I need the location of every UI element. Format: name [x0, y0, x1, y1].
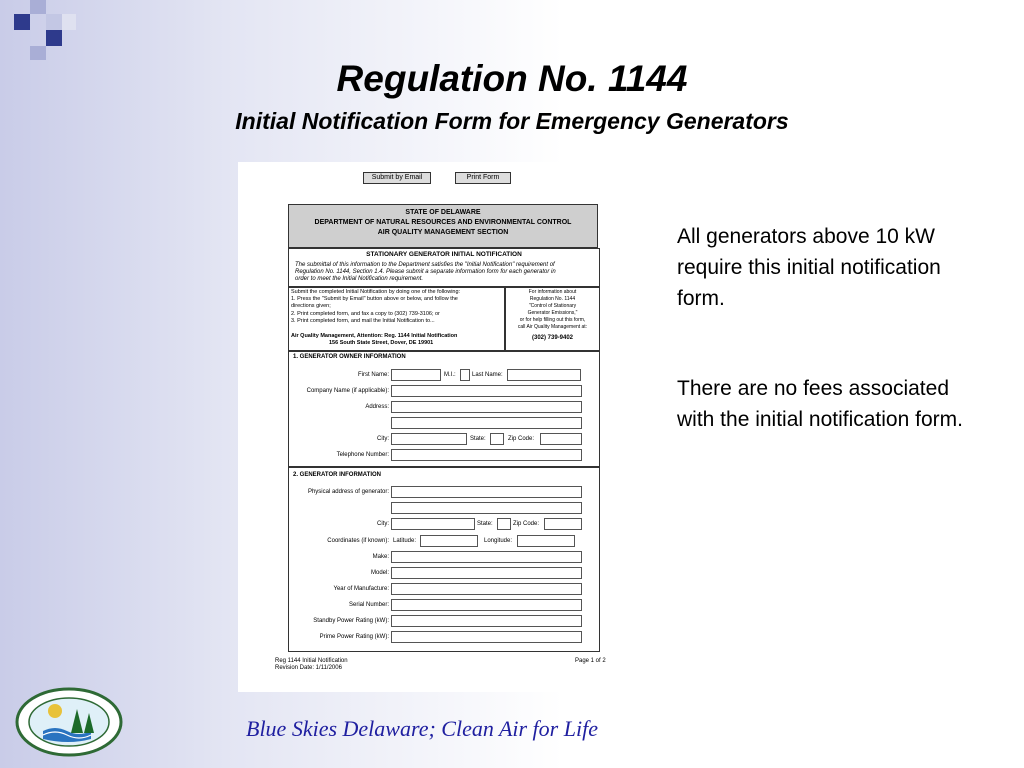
first-name-label: First Name:	[357, 372, 389, 378]
intro-line: order to meet the Initial Notification requirement.	[295, 276, 424, 282]
section-title: STATIONARY GENERATOR INITIAL NOTIFICATION	[366, 251, 522, 258]
instruction-line: 3. Print completed form, and mail the Initial Notification to...	[291, 318, 435, 324]
gen-city-field	[391, 518, 475, 530]
serial-field	[391, 599, 582, 611]
form-header-line2: DEPARTMENT OF NATURAL RESOURCES AND ENVIRONMENTAL CONTROL	[314, 219, 572, 226]
year-label: Year of Manufacture:	[333, 586, 389, 592]
form-header-line3: AIR QUALITY MANAGEMENT SECTION	[377, 229, 509, 236]
decor-square	[14, 14, 30, 30]
last-name-field	[507, 369, 581, 381]
generator-section	[288, 466, 600, 652]
generator-section-title: 2. GENERATOR INFORMATION	[293, 472, 382, 478]
owner-section	[288, 350, 600, 468]
help-line: call Air Quality Management at:	[517, 324, 588, 330]
address-label: Address:	[365, 404, 389, 410]
mail-address: 156 South State Street, Dover, DE 19901	[329, 340, 434, 346]
instruction-line: 2. Print completed form, and fax a copy to (302) 739-3106; or	[291, 311, 440, 317]
zip-field	[540, 433, 582, 445]
latitude-label: Latitude:	[393, 538, 417, 544]
state-label: State:	[470, 436, 486, 442]
company-label: Company Name (if applicable):	[306, 388, 389, 394]
decor-square	[46, 30, 62, 46]
dnrec-seal-logo-icon	[15, 687, 123, 757]
physical-address-field-2	[391, 502, 582, 514]
gen-state-field	[497, 518, 511, 530]
help-line: Generator Emissions,"	[527, 310, 578, 316]
instruction-line: Submit the completed Initial Notification by doing one of the following:	[291, 289, 461, 295]
form-footer-line: Reg 1144 Initial Notification	[275, 658, 348, 664]
form-image	[238, 162, 626, 692]
make-field	[391, 551, 582, 563]
make-label: Make:	[372, 554, 389, 560]
form-footer-line: Revision Date: 1/11/2006	[275, 665, 342, 671]
last-name-label: Last Name:	[472, 372, 503, 378]
company-field	[391, 385, 582, 397]
help-line: For information about	[528, 289, 577, 295]
mi-label: M.I.:	[444, 372, 456, 378]
gen-state-label: State:	[477, 521, 493, 527]
help-line: "Control of Stationary	[528, 303, 577, 309]
intro-box	[288, 248, 600, 288]
city-label: City:	[377, 436, 389, 442]
prime-label: Prime Power Rating (kW):	[319, 634, 389, 640]
bullet-text: There are no fees associated with the initial notification form.	[677, 377, 963, 431]
address-field-2	[391, 417, 582, 429]
owner-section-title: 1. GENERATOR OWNER INFORMATION	[293, 354, 406, 360]
gen-zip-label: Zip Code:	[513, 521, 540, 527]
standby-label: Standby Power Rating (kW):	[313, 618, 389, 624]
slide-footer: Blue Skies Delaware; Clean Air for Life	[246, 716, 598, 741]
mi-field	[460, 369, 470, 381]
form-footer-left	[275, 658, 348, 672]
intro-line: Regulation No. 1144, Section 1.4. Please submit a separate information form for each generator in	[295, 269, 556, 275]
print-form-button: Print Form	[455, 172, 511, 184]
slide-title: Regulation No. 1144	[336, 58, 688, 99]
form-header-line1: STATE OF DELAWARE	[405, 209, 481, 216]
address-field	[391, 401, 582, 413]
form-page-number: Page 1 of 2	[575, 658, 606, 664]
phone-label: Telephone Number:	[336, 452, 389, 458]
decor-square	[30, 0, 46, 14]
instruction-line: 1. Press the "Submit by Email" button above or below, and follow the	[291, 296, 458, 302]
slide-subtitle: Initial Notification Form for Emergency Generators	[235, 108, 789, 134]
instructions-box	[288, 286, 600, 352]
help-line: Regulation No. 1144	[529, 296, 576, 302]
longitude-field	[517, 535, 575, 547]
bullet-text: All generators above 10 kW require this initial notification form.	[677, 225, 941, 310]
help-info	[506, 289, 599, 343]
gen-zip-field	[544, 518, 582, 530]
city-field	[391, 433, 467, 445]
phone-field	[391, 449, 582, 461]
help-phone: (302) 739-9402	[531, 335, 574, 341]
decor-square	[62, 14, 76, 30]
instruction-line: directions given;	[291, 303, 331, 309]
year-field	[391, 583, 582, 595]
state-field	[490, 433, 504, 445]
model-label: Model:	[370, 570, 389, 576]
prime-field	[391, 631, 582, 643]
model-field	[391, 567, 582, 579]
serial-label: Serial Number:	[348, 602, 389, 608]
help-line: or for help filling out this form,	[519, 317, 586, 323]
latitude-field	[420, 535, 478, 547]
intro-line: The submittal of this information to the Department satisfies the "Initial Notification" requirement of	[295, 262, 555, 268]
coordinates-label: Coordinates (if known):	[327, 538, 389, 544]
physical-address-field	[391, 486, 582, 498]
form-header	[288, 204, 598, 248]
standby-field	[391, 615, 582, 627]
zip-label: Zip Code:	[508, 436, 535, 442]
physical-address-label: Physical address of generator:	[307, 489, 389, 495]
first-name-field	[391, 369, 441, 381]
longitude-label: Longitude:	[484, 538, 513, 544]
submit-by-email-button: Submit by Email	[363, 172, 431, 184]
decor-square	[46, 14, 62, 30]
gen-city-label: City:	[377, 521, 389, 527]
mail-address: Air Quality Management, Attention: Reg. 1144 Initial Notification	[291, 333, 458, 339]
